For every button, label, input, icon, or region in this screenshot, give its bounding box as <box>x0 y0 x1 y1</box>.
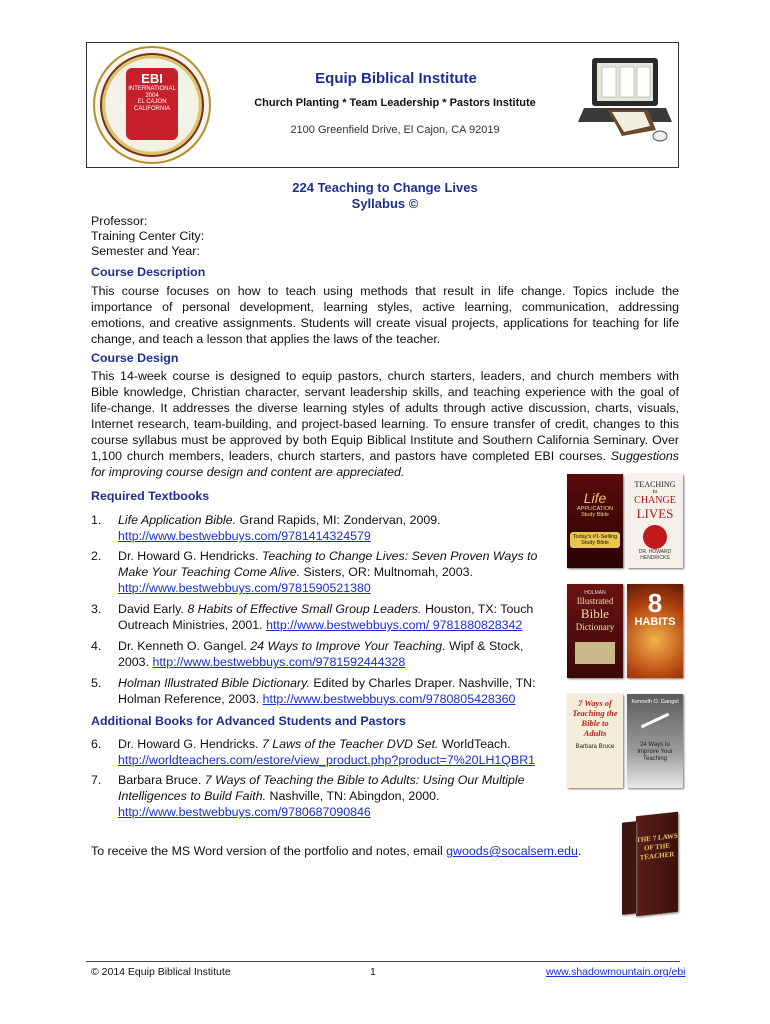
contact-text: To receive the MS Word version of the portfolio and notes, email <box>91 844 447 858</box>
item-pub: Grand Rapids, MI: Zondervan, 2009. <box>236 513 441 527</box>
additional-heading: Additional Books for Advanced Students and Pastors <box>91 714 406 728</box>
book-cover-dvd-set <box>636 812 678 916</box>
item-author: David Early. <box>118 602 188 616</box>
item-number: 3. <box>91 602 102 616</box>
city-label: Training Center City: <box>91 229 205 243</box>
item-pub: Nashville, TN: Abingdon, 2000. <box>266 789 440 803</box>
cover-text: Today's #1-Selling Study Bible <box>570 532 620 548</box>
item-pub: Sisters, OR: Multnomah, 2003. <box>300 565 473 579</box>
cover-text: Kenneth O. Gangel <box>631 699 679 705</box>
item-title: Holman Illustrated Bible Dictionary. <box>118 676 310 690</box>
item-link[interactable]: http://www.bestwebbuys.com/9781592444328 <box>152 655 406 669</box>
laptop-icon <box>578 56 674 146</box>
institute-subtitle: Church Planting * Team Leadership * Pastors Institute <box>254 97 536 109</box>
book-cover-teaching-change <box>627 474 683 568</box>
item-number: 5. <box>91 676 102 690</box>
item-number: 1. <box>91 513 102 527</box>
item-pub: Wipf & Stock, 2003. <box>118 639 524 669</box>
semester-label: Semester and Year: <box>91 244 200 258</box>
item-title: 8 Habits of Effective Small Group Leaders. <box>187 602 422 616</box>
apple-icon <box>643 525 667 549</box>
item-link[interactable]: http://www.bestwebbuys.com/9781590521380 <box>118 581 371 595</box>
item-title: 7 Ways of Teaching the Bible to Adults: Using Our Multiple Intelligences to Build Faith. <box>118 773 525 803</box>
cover-text: HABITS <box>634 616 676 628</box>
item-title: 24 Ways to Improve Your Teaching. <box>250 639 446 653</box>
item-pub: WorldTeach. <box>438 737 511 751</box>
design-heading: Course Design <box>91 351 179 365</box>
seal-line3: EL CAJON <box>137 99 167 106</box>
item-pub: Houston, TX: Touch Outreach Ministries, 2001. <box>118 602 534 632</box>
institute-address: 2100 Greenfield Drive, El Cajon, CA 92019 <box>290 124 500 136</box>
item-author: Dr. Kenneth O. Gangel. <box>118 639 251 653</box>
cover-text: to <box>652 489 658 495</box>
item-pub: Edited by Charles Draper. Nashville, TN: Holman Reference, 2003. <box>118 676 536 706</box>
list-item <box>91 675 556 707</box>
page-number: 1 <box>370 966 376 978</box>
cover-text: HOLMAN <box>584 590 606 596</box>
book-cover-life-application <box>567 474 623 568</box>
item-link[interactable]: http://worldteachers.com/estore/view_product.php?product=7%20LH1QBR1 <box>118 753 536 767</box>
cover-text: Dictionary <box>575 622 615 632</box>
design-text: This 14-week course is designed to equip pastors, church starters, leaders, and church members with Bible knowledge, Christian character, servant leadership skills, and teaching experience with the goal of life-change. It addresses the diverse learning styles of adults through active discussion, charts, visuals, Internet research, team-building, and project-based learning. To ensure transfer of credit, changes to this course syllabus must be approved by both Equip Biblical Institute and Southern California Seminary. Over 1,100 church members, leaders, church starters, and pastors have completed EBI courses. <box>91 369 679 463</box>
design-body <box>91 368 679 480</box>
book-cover-24-ways <box>627 694 683 788</box>
cover-text: Barbara Bruce <box>575 744 615 750</box>
item-author: Barbara Bruce. <box>118 773 205 787</box>
cover-text: DR. HOWARD HENDRICKS <box>638 549 672 561</box>
list-item <box>91 548 556 596</box>
professor-label: Professor: <box>91 214 148 228</box>
list-item <box>91 512 556 544</box>
item-number: 7. <box>91 773 102 787</box>
book-cover-holman <box>567 584 623 678</box>
description-heading: Course Description <box>91 265 206 279</box>
cover-text: Life <box>583 490 607 506</box>
seal-center <box>126 68 178 140</box>
list-item <box>91 772 531 820</box>
list-item <box>91 601 556 633</box>
cover-illustration <box>575 642 615 664</box>
item-number: 4. <box>91 639 102 653</box>
chalk-icon <box>641 713 669 728</box>
cover-text: APPLICATION <box>577 506 613 512</box>
list-item <box>91 638 556 670</box>
cover-text: Bible <box>580 606 610 621</box>
footer-copyright: © 2014 Equip Biblical Institute <box>91 966 231 978</box>
cover-text: 8 <box>647 588 663 618</box>
contact-line <box>91 843 581 859</box>
institute-title: Equip Biblical Institute <box>315 70 477 87</box>
item-author: Dr. Howard G. Hendricks. <box>118 737 262 751</box>
contact-end: . <box>577 844 582 858</box>
cover-text: 24 Ways to Improve Your Teaching <box>637 742 673 762</box>
design-italic: Suggestions for improving course design and content are appreciated. <box>91 449 679 479</box>
dvd-spine <box>622 821 636 914</box>
book-cover-8-habits <box>627 584 683 678</box>
course-title: 224 Teaching to Change Lives <box>292 180 478 195</box>
item-number: 6. <box>91 737 102 751</box>
cover-text: LIVES <box>636 506 674 521</box>
cover-text: THE 7 LAWS OF THE TEACHER <box>636 831 678 862</box>
item-title: Life Application Bible. <box>118 513 237 527</box>
item-link[interactable]: http://www.bestwebbuys.com/9780687090846 <box>118 805 371 819</box>
cover-text: TEACHING <box>634 480 676 489</box>
seal-line2: 2004 <box>145 92 159 99</box>
item-link[interactable]: http://www.bestwebbuys.com/9780805428360 <box>262 692 516 706</box>
footer-website[interactable]: www.shadowmountain.org/ebi <box>546 966 686 978</box>
cover-text: 7 Ways of Teaching the Bible to Adults <box>572 698 618 738</box>
syllabus-label: Syllabus © <box>351 196 419 211</box>
description-body: This course focuses on how to teach using methods that result in life change. Topics include the importance of personal development, learning styles, active learning, communication, addressing emotions, and creative assignments. Students will create visual projects, applications for teaching for life change, and teach a lesson that applies the laws of the teacher. <box>91 284 679 346</box>
textbooks-heading: Required Textbooks <box>91 489 210 503</box>
list-item <box>91 736 556 768</box>
footer-rule <box>86 961 680 962</box>
book-cover-7-ways <box>567 694 623 788</box>
item-title: 7 Laws of the Teacher DVD Set. <box>261 737 439 751</box>
item-link[interactable]: http://www.bestwebbuys.com/9781414324579 <box>118 529 371 543</box>
item-number: 2. <box>91 549 102 563</box>
cover-text: CHANGE <box>634 495 676 506</box>
cover-text: Study Bible <box>581 512 609 518</box>
item-title: Teaching to Change Lives: Seven Proven Ways to Make Your Teaching Come Alive. <box>118 549 538 579</box>
item-link[interactable]: http://www.bestwebbuys.com/ 9781880828342 <box>266 618 523 632</box>
seal-abbrev: EBI <box>141 71 163 86</box>
seal-line1: INTERNATIONAL <box>128 86 176 93</box>
cover-text: Illustrated <box>576 596 614 606</box>
seal-line4: CALIFORNIA <box>133 106 170 113</box>
item-author: Dr. Howard G. Hendricks. <box>118 549 262 563</box>
email-link[interactable]: gwoods@socalsem.edu <box>446 844 578 858</box>
